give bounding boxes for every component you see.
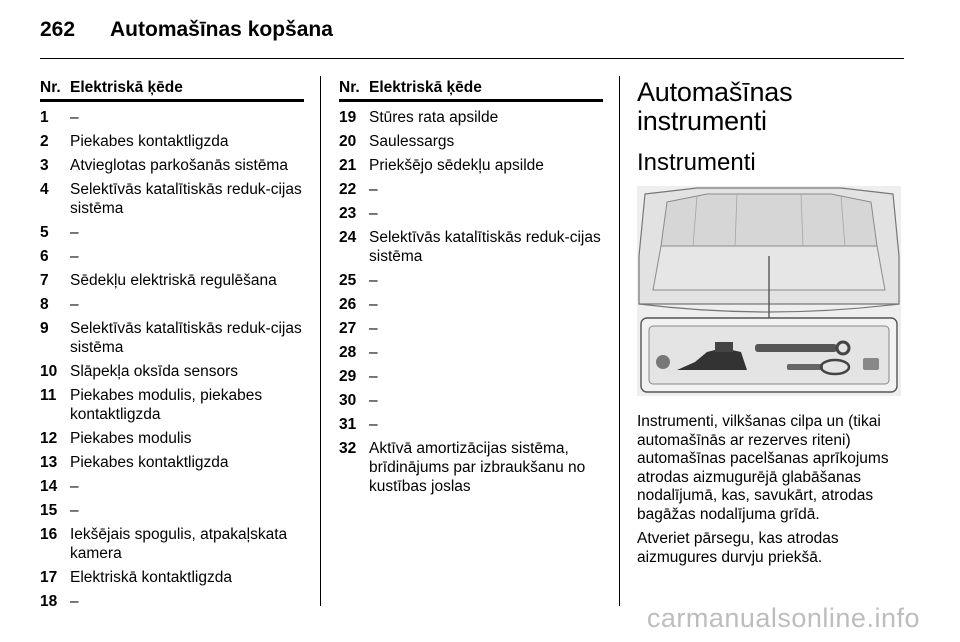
section-subheading: Instrumenti bbox=[637, 149, 756, 176]
table-row bbox=[339, 132, 603, 151]
circuit-description: Selektīvās katalītiskās reduk-cijas sistēma bbox=[70, 320, 302, 356]
table-row bbox=[339, 391, 603, 410]
table-row bbox=[339, 367, 603, 386]
fuse-number: 18 bbox=[40, 593, 58, 610]
fuse-number: 23 bbox=[339, 205, 357, 222]
fuse-number: 14 bbox=[40, 478, 58, 495]
column-divider bbox=[619, 76, 620, 606]
table-body bbox=[339, 108, 603, 496]
fuse-number: 25 bbox=[339, 272, 357, 289]
fuse-number: 21 bbox=[339, 157, 357, 174]
column-divider bbox=[320, 76, 321, 606]
fuse-number: 5 bbox=[40, 224, 49, 241]
table-row bbox=[40, 525, 304, 563]
fuse-number: 12 bbox=[40, 430, 58, 447]
circuit-description: – bbox=[369, 392, 378, 409]
circuit-description: – bbox=[70, 109, 79, 126]
circuit-description: – bbox=[369, 344, 378, 361]
table-body bbox=[40, 108, 304, 611]
table-row bbox=[40, 477, 304, 496]
circuit-description: Selektīvās katalītiskās reduk-cijas sistēma bbox=[70, 181, 302, 217]
fuse-number: 27 bbox=[339, 320, 357, 337]
table-row bbox=[40, 501, 304, 520]
column-header-nr: Nr. bbox=[339, 79, 360, 96]
circuit-description: – bbox=[369, 296, 378, 313]
fuse-table-left bbox=[40, 78, 304, 616]
fuse-number: 32 bbox=[339, 440, 357, 457]
table-row bbox=[40, 386, 304, 424]
fuse-number: 3 bbox=[40, 157, 49, 174]
table-row bbox=[40, 362, 304, 381]
table-row bbox=[40, 108, 304, 127]
fuse-number: 6 bbox=[40, 248, 49, 265]
fuse-number: 29 bbox=[339, 368, 357, 385]
column-header-circuit: Elektriskā ķēde bbox=[369, 79, 482, 96]
circuit-description: Piekabes kontaktligzda bbox=[70, 133, 229, 150]
circuit-description: Atvieglotas parkošanās sistēma bbox=[70, 157, 288, 174]
fuse-number: 26 bbox=[339, 296, 357, 313]
fuse-number: 13 bbox=[40, 454, 58, 471]
table-row bbox=[40, 132, 304, 151]
table-row bbox=[339, 108, 603, 127]
fuse-number: 15 bbox=[40, 502, 58, 519]
fuse-number: 4 bbox=[40, 181, 49, 198]
fuse-number: 1 bbox=[40, 109, 49, 126]
fuse-number: 7 bbox=[40, 272, 49, 289]
table-header bbox=[339, 78, 603, 102]
circuit-description: – bbox=[369, 181, 378, 198]
table-row bbox=[339, 415, 603, 434]
table-header bbox=[40, 78, 304, 102]
circuit-description: Saulessargs bbox=[369, 133, 455, 150]
table-row bbox=[40, 592, 304, 611]
table-row bbox=[339, 271, 603, 290]
table-row bbox=[339, 204, 603, 223]
circuit-description: – bbox=[369, 205, 378, 222]
table-row bbox=[40, 429, 304, 448]
watermark: carmanualsonline.info bbox=[646, 603, 920, 633]
table-row bbox=[40, 295, 304, 314]
circuit-description: – bbox=[70, 248, 79, 265]
circuit-description: Slāpekļa oksīda sensors bbox=[70, 363, 239, 380]
table-row bbox=[339, 295, 603, 314]
table-row bbox=[339, 439, 603, 496]
table-row bbox=[339, 343, 603, 362]
circuit-description: – bbox=[70, 296, 79, 313]
section-heading: Automašīnas instrumenti bbox=[637, 77, 793, 136]
circuit-description: Piekabes kontaktligzda bbox=[70, 454, 229, 471]
table-row bbox=[40, 156, 304, 175]
circuit-description: Iekšējais spogulis, atpakaļskata kamera bbox=[70, 526, 288, 562]
fuse-number: 9 bbox=[40, 320, 49, 337]
table-row bbox=[40, 180, 304, 218]
fuse-number: 10 bbox=[40, 363, 58, 380]
fuse-number: 8 bbox=[40, 296, 49, 313]
fuse-number: 20 bbox=[339, 133, 357, 150]
circuit-description: – bbox=[369, 416, 378, 433]
header-rule bbox=[40, 58, 904, 59]
page-number: 262 bbox=[40, 18, 76, 41]
circuit-description: – bbox=[369, 272, 378, 289]
table-row bbox=[40, 223, 304, 242]
circuit-description: Priekšējo sēdekļu apsilde bbox=[369, 157, 544, 174]
circuit-description: Sēdekļu elektriskā regulēšana bbox=[70, 272, 277, 289]
fuse-number: 11 bbox=[40, 387, 57, 404]
tools-illustration bbox=[637, 186, 901, 396]
fuse-number: 28 bbox=[339, 344, 357, 361]
table-row bbox=[339, 228, 603, 266]
circuit-description: – bbox=[369, 320, 378, 337]
fuse-table-middle bbox=[339, 78, 603, 501]
circuit-description: – bbox=[70, 224, 79, 241]
circuit-description: – bbox=[70, 502, 79, 519]
circuit-description: Elektriskā kontaktligzda bbox=[70, 569, 232, 586]
cover-paragraph: Atveriet pārsegu, kas atrodas aizmugures durvju priekšā. bbox=[637, 530, 839, 566]
tools-section bbox=[637, 78, 901, 573]
tools-paragraph: Instrumenti, vilkšanas cilpa un (tikai automašīnās ar rezerves riteni) automašīnas pacelšanas aprīkojums atrodas aizmugurējā glabāšanas nodalījumā, kas, savukārt, atrodas bagāžas nodalījuma grīdā. bbox=[637, 413, 889, 523]
circuit-description: – bbox=[70, 593, 79, 610]
fuse-number: 2 bbox=[40, 133, 49, 150]
table-row bbox=[40, 319, 304, 357]
circuit-description: Piekabes modulis bbox=[70, 430, 192, 447]
fuse-number: 17 bbox=[40, 569, 58, 586]
table-row bbox=[339, 319, 603, 338]
table-row bbox=[40, 568, 304, 587]
column-header-circuit: Elektriskā ķēde bbox=[70, 79, 183, 96]
fuse-number: 22 bbox=[339, 181, 357, 198]
circuit-description: Aktīvā amortizācijas sistēma, brīdinājums par izbraukšanu no kustības joslas bbox=[369, 440, 586, 495]
page-title: Automašīnas kopšana bbox=[110, 18, 333, 41]
tools-illustration-drawing bbox=[637, 186, 901, 396]
table-row bbox=[40, 271, 304, 290]
fuse-number: 16 bbox=[40, 526, 58, 543]
circuit-description: Stūres rata apsilde bbox=[369, 109, 499, 126]
fuse-number: 31 bbox=[339, 416, 357, 433]
column-header-nr: Nr. bbox=[40, 79, 61, 96]
circuit-description: Selektīvās katalītiskās reduk-cijas sistēma bbox=[369, 229, 601, 265]
circuit-description: – bbox=[369, 368, 378, 385]
table-row bbox=[339, 156, 603, 175]
table-row bbox=[40, 453, 304, 472]
fuse-number: 24 bbox=[339, 229, 357, 246]
page-header bbox=[40, 18, 333, 42]
fuse-number: 30 bbox=[339, 392, 357, 409]
table-row bbox=[40, 247, 304, 266]
fuse-number: 19 bbox=[339, 109, 357, 126]
circuit-description: Piekabes modulis, piekabes kontaktligzda bbox=[70, 387, 263, 423]
circuit-description: – bbox=[70, 478, 79, 495]
table-row bbox=[339, 180, 603, 199]
